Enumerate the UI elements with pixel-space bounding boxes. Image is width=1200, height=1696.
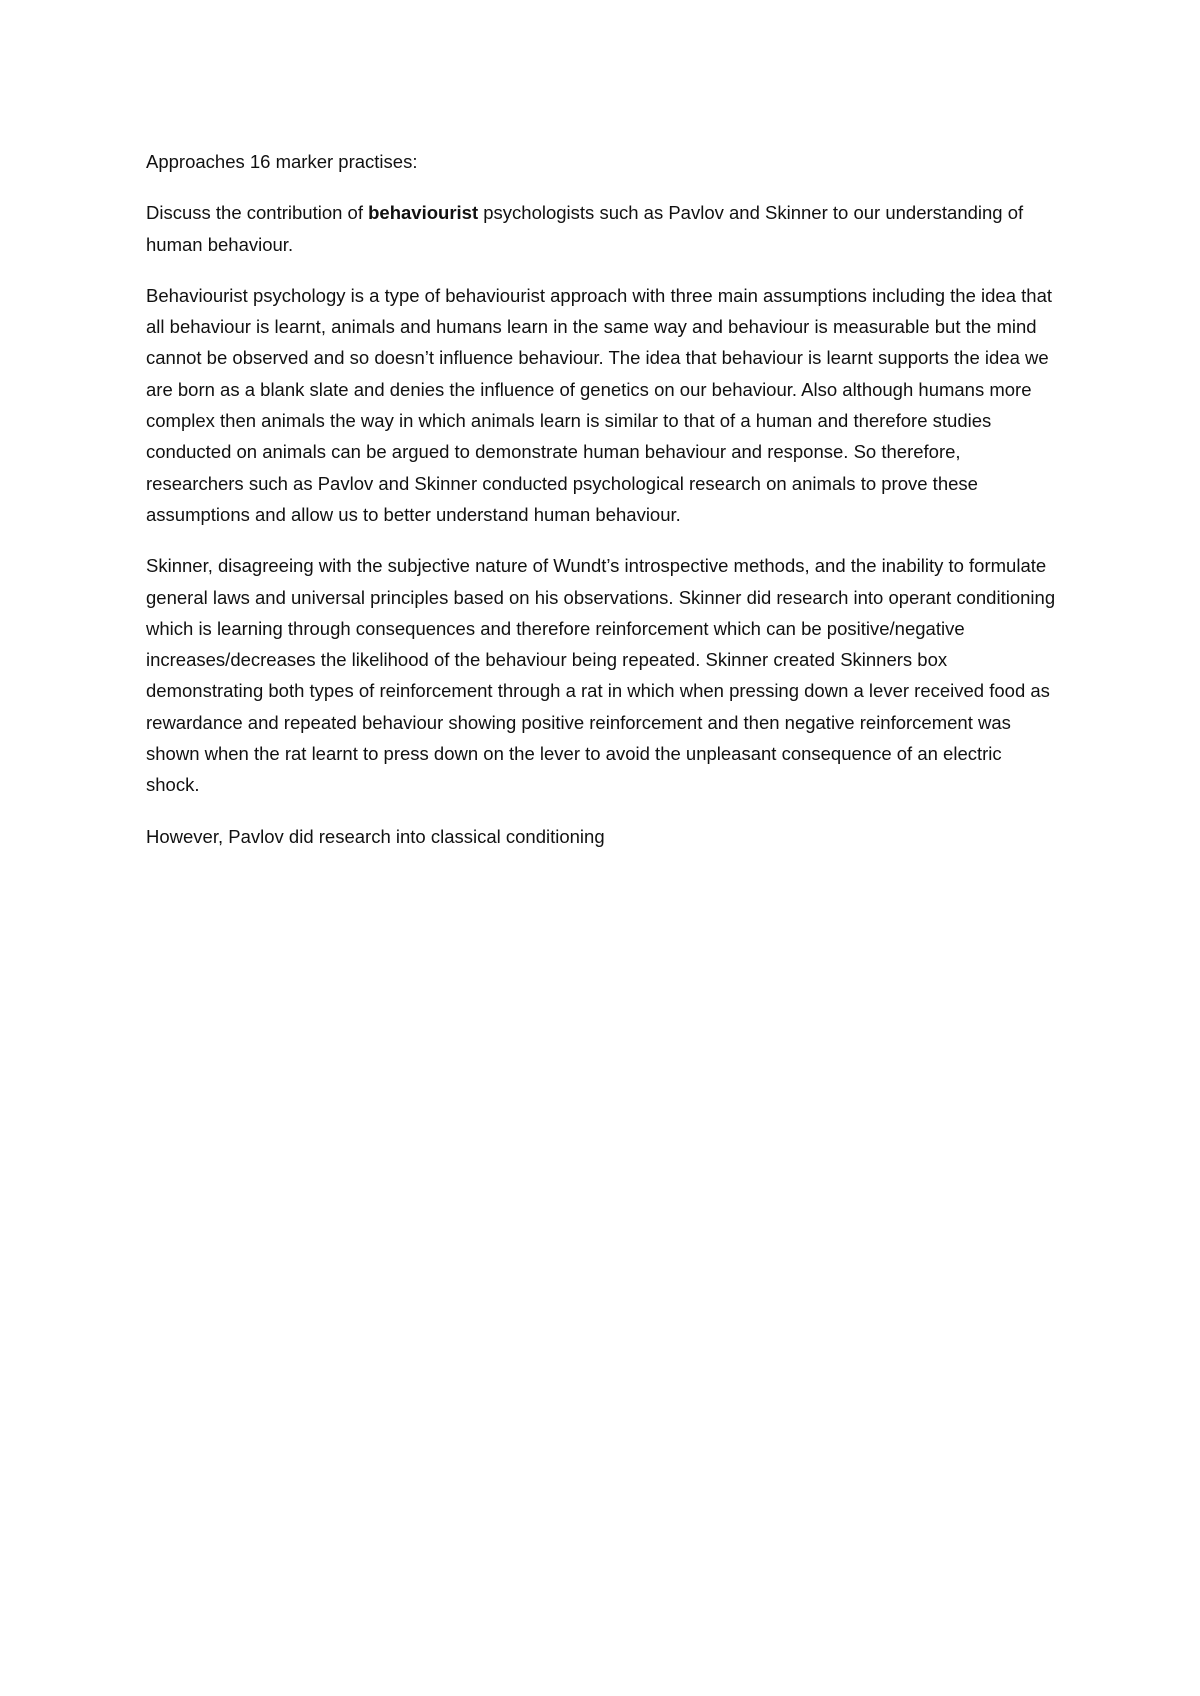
question-bold-term: behaviourist — [368, 202, 479, 224]
essay-question — [146, 197, 1056, 260]
paragraph-assumptions: Behaviourist psychology is a type of behaviourist approach with three main assumptions including the idea that all behaviour is learnt, animals and humans learn in the same way and behaviour is measurable but the mind cannot be observed and so doesn’t influence behaviour. The idea that behaviour is learnt supports the idea we are born as a blank slate and denies the influence of genetics on our behaviour. Also although humans more complex then animals the way in which animals learn is similar to that of a human and therefore studies conducted on animals can be argued to demonstrate human behaviour and response. So therefore, researchers such as Pavlov and Skinner conducted psychological research on animals to prove these assumptions and allow us to better understand human behaviour. — [146, 284, 1052, 525]
paragraph-pavlov: However, Pavlov did research into classical conditioning — [146, 825, 605, 847]
paragraph-skinner: Skinner, disagreeing with the subjective nature of Wundt’s introspective methods, and the inability to formulate general laws and universal principles based on his observations. Skinner did research into operant conditioning which is learning through consequences and therefore reinforcement which can be positive/negative increases/decreases the likelihood of the behaviour being repeated. Skinner created Skinners box demonstrating both types of reinforcement through a rat in which when pressing down a lever received food as rewardance and repeated behaviour showing positive reinforcement and then negative reinforcement was shown when the rat learnt to press down on the lever to avoid the unpleasant consequence of an electric shock. — [146, 555, 1056, 796]
question-text-after: psychologists such as Pavlov and Skinner to our understanding of human behaviour. — [146, 202, 1024, 255]
document-body — [146, 146, 1056, 872]
document-heading: Approaches 16 marker practises: — [146, 151, 418, 172]
question-text-before: Discuss the contribution of — [146, 202, 369, 224]
